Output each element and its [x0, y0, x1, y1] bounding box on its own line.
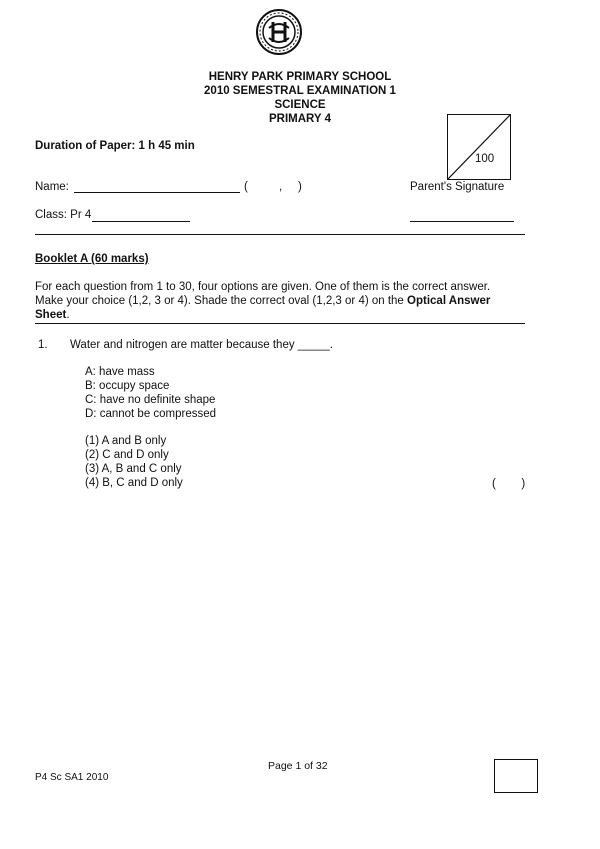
parent-signature-label: Parent's Signature — [410, 181, 505, 193]
answer-bracket[interactable]: ( ) — [492, 478, 526, 490]
register-paren-open: ( — [244, 181, 248, 193]
register-paren-close: ) — [298, 181, 302, 193]
booklet-instruction-1: For each question from 1 to 30, four options are given. One of them is the correct answer. — [35, 281, 491, 293]
option-1[interactable]: (1) A and B only — [85, 435, 167, 447]
sheet-period: . — [66, 309, 70, 321]
booklet-instruction-2-text: Make your choice (1,2, 3 or 4). Shade the correct oval (1,2,3 or 4) on the — [35, 295, 408, 307]
class-line[interactable] — [92, 209, 190, 222]
marks-box — [494, 759, 538, 793]
statement-c: C: have no definite shape — [85, 394, 216, 406]
statement-a: A: have mass — [85, 366, 155, 378]
statement-d: D: cannot be compressed — [85, 408, 217, 420]
header-divider — [35, 234, 525, 235]
option-2[interactable]: (2) C and D only — [85, 449, 169, 461]
name-label: Name: — [35, 181, 69, 193]
booklet-title: Booklet A (60 marks) — [35, 253, 149, 265]
statement-b: B: occupy space — [85, 380, 170, 392]
booklet-instruction-2 — [35, 295, 490, 307]
booklet-instruction-3 — [35, 309, 70, 321]
option-4[interactable]: (4) B, C and D only — [85, 477, 183, 489]
score-total: 100 — [475, 153, 495, 165]
school-crest-logo — [255, 8, 303, 56]
level-title: PRIMARY 4 — [269, 113, 331, 125]
optical-answer-bold: Optical Answer — [407, 295, 491, 307]
page-number: Page 1 of 32 — [268, 760, 328, 772]
question-stem: Water and nitrogen are matter because they _____. — [70, 339, 333, 351]
score-box — [447, 114, 511, 180]
paper-code: P4 Sc SA1 2010 — [35, 772, 109, 783]
duration-text: Duration of Paper: 1 h 45 min — [35, 140, 195, 152]
sheet-bold: Sheet — [35, 309, 67, 321]
option-3[interactable]: (3) A, B and C only — [85, 463, 182, 475]
subject-title: SCIENCE — [274, 99, 326, 111]
name-line[interactable] — [74, 180, 240, 193]
parent-signature-line[interactable] — [410, 209, 514, 222]
class-label: Class: Pr 4 — [35, 209, 92, 221]
exam-title: 2010 SEMESTRAL EXAMINATION 1 — [204, 85, 396, 97]
question-number: 1. — [38, 339, 48, 351]
register-paren-comma: , — [279, 181, 283, 193]
score-box-diagonal — [448, 115, 510, 179]
instructions-divider — [35, 323, 525, 324]
school-name: HENRY PARK PRIMARY SCHOOL — [208, 71, 392, 83]
